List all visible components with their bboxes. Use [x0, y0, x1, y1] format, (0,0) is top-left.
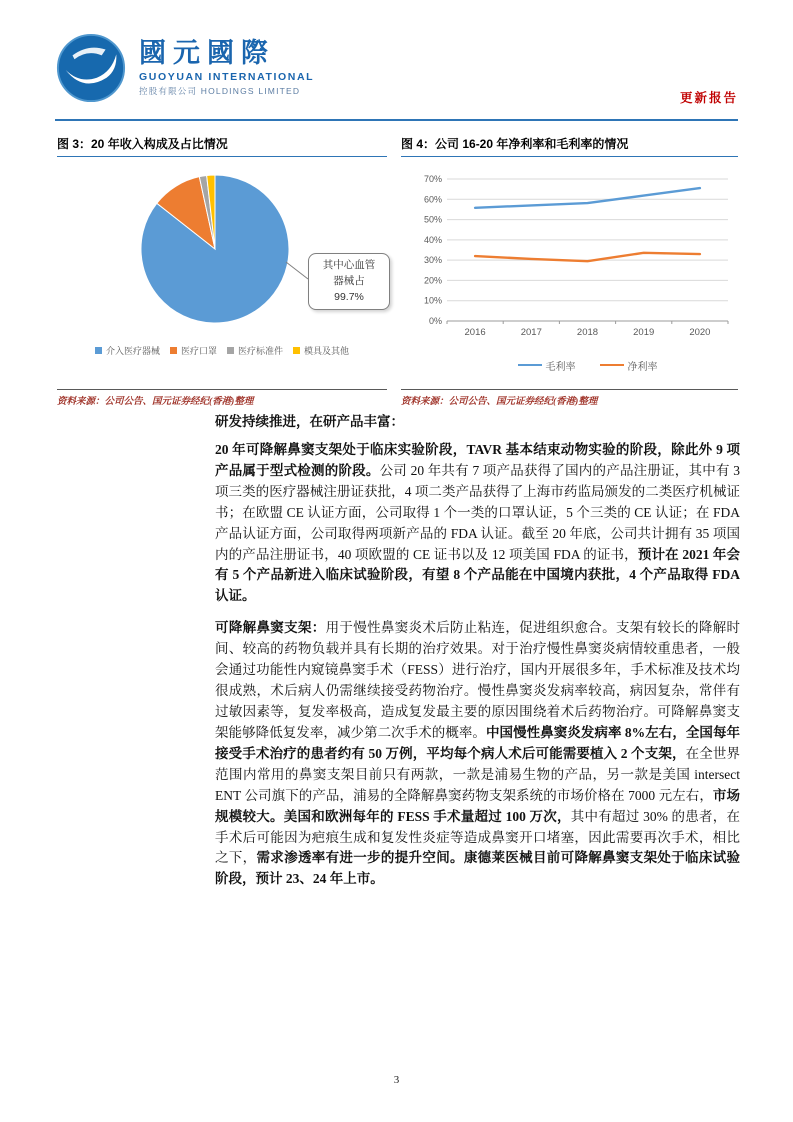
paragraph-1: 20 年可降解鼻窦支架处于临床实验阶段，TAVR 基本结束动物实验的阶段，除此外 9 项产品属于型式检测的阶段。公司 20 年共有 7 项产品获得了国内的产品注册证，其中有 3 项三类的医疗器械注册证获批，4 项二类产品获得了上海市药监局颁发的二类医疗机械证书；在欧盟 CE 认证方面，公司取得 1 个一类的口罩认证，5 个三类的 CE 认证；在 FDA 产品认证方面，公司取得两项新产品的 FDA 认证。截至 20 年底，公司共计拥有 35 项国内的产品注册证书，40 项欧盟的 CE 证书以及 12 项美国 FDA 的证书，预计在 2021 年会有 5 个产品新进入临床试验阶段，有望 8 个产品能在中国境内获批，4 个产品取得 FDA 认证。 — [215, 441, 741, 604]
callout-line: 器械占 — [333, 274, 365, 287]
legend-swatch — [293, 347, 300, 354]
svg-text:60%: 60% — [423, 194, 442, 205]
line-chart — [401, 157, 738, 385]
logo-mark-icon — [55, 32, 127, 104]
svg-text:70%: 70% — [423, 174, 442, 184]
svg-text:2018: 2018 — [576, 327, 599, 338]
svg-text:2020: 2020 — [689, 327, 711, 338]
figure3-source: 资料来源：公司公告、国元证券经纪(香港)整理 — [57, 389, 387, 407]
svg-text:2019: 2019 — [633, 327, 655, 338]
report-type-label: 更新报告 — [679, 91, 738, 105]
page-number: 3 — [393, 1074, 400, 1086]
pie-legend — [57, 341, 387, 359]
legend-swatch — [518, 364, 542, 366]
legend-swatch — [227, 347, 234, 354]
svg-text:10%: 10% — [423, 295, 442, 306]
pie-callout — [308, 253, 390, 310]
legend-swatch — [600, 364, 624, 366]
callout-value: 99.7% — [334, 290, 364, 303]
legend-item: 介入医疗器械 — [95, 344, 160, 357]
logo-text — [139, 39, 314, 98]
section-heading — [215, 412, 740, 433]
logo-cn-name: 國元國際 — [139, 37, 275, 68]
legend-swatch — [170, 347, 177, 354]
line-chart-svg — [401, 157, 738, 349]
svg-text:2017: 2017 — [520, 327, 542, 338]
legend-item: 毛利率 — [518, 358, 576, 373]
legend-item: 医疗口罩 — [170, 344, 217, 357]
figure3-caption: 图 3：20 年收入构成及占比情况 — [57, 133, 387, 157]
logo-en-name: GUOYUAN INTERNATIONAL — [139, 71, 315, 84]
svg-text:50%: 50% — [423, 214, 442, 225]
svg-text:2016: 2016 — [464, 327, 486, 338]
svg-text:20%: 20% — [423, 275, 442, 286]
legend-item: 净利率 — [600, 358, 658, 373]
company-logo — [55, 32, 738, 104]
pie-chart — [57, 157, 387, 385]
paragraph-2: 可降解鼻窦支架：用于慢性鼻窦炎术后防止粘连，促进组织愈合。支架有较长的降解时间、较高的药物负载并具有长期的治疗效果。对于治疗慢性鼻窦炎病情较重患者，一般会通过功能性内窥镜鼻窦手术（FESS）进行治疗，国内开展很多年，手术标准及技术均很成熟，术后病人仍需继续接受药物治疗。慢性鼻窦炎发病率较高，病因复杂，常伴有过敏因素等，复发率极高，造成复发最主要的原因围绕着术后药物治疗。可降解鼻窦支架能够降低复发率，减少第二次手术的概率。中国慢性鼻窦炎发病率 8%左右，全国每年接受手术治疗的患者约有 50 万例，平均每个病人术后可能需要植入 2 个支架，在全世界范围内常用的鼻窦支架目前只有两款，一款是浦易生物的产品，另一款是美国 intersect ENT 公司旗下的产品，浦易的全降解鼻窦药物支架系统的市场价格在 7000 元左右，市场规模较大。美国和欧洲每年的 FESS 手术量超过 100 万次，其中有超过 30% 的患者，在手术后可能因为疤痕生成和复发性炎症等造成鼻窦开口堵塞，因此需要再次手术，相比之下，需求渗透率有进一步的提升空间。康德莱医械目前可降解鼻窦支架处于临床试验阶段，预计 23、24 年上市。 — [215, 620, 741, 887]
figure-3 — [57, 133, 387, 407]
svg-text:40%: 40% — [423, 234, 442, 245]
legend-item: 模具及其他 — [293, 344, 349, 357]
header-divider — [55, 119, 738, 121]
figure4-source: 资料来源：公司公告、国元证券经纪(香港)整理 — [401, 389, 738, 407]
body-text — [215, 412, 740, 901]
svg-text:0%: 0% — [428, 316, 442, 326]
section-heading-text: 研发持续推进，在研产品丰富： — [215, 414, 404, 429]
page-header — [55, 32, 738, 118]
line-legend — [437, 353, 738, 373]
figure4-caption: 图 4：公司 16-20 年净利率和毛利率的情况 — [401, 133, 738, 157]
logo-subtitle: 控股有限公司 HOLDINGS LIMITED — [139, 86, 301, 97]
legend-item: 医疗标准件 — [227, 344, 283, 357]
figures-row — [57, 133, 738, 407]
callout-line: 其中心血管 — [322, 259, 376, 271]
svg-text:30%: 30% — [423, 255, 442, 266]
figure-4 — [401, 133, 738, 407]
legend-swatch — [95, 347, 102, 354]
